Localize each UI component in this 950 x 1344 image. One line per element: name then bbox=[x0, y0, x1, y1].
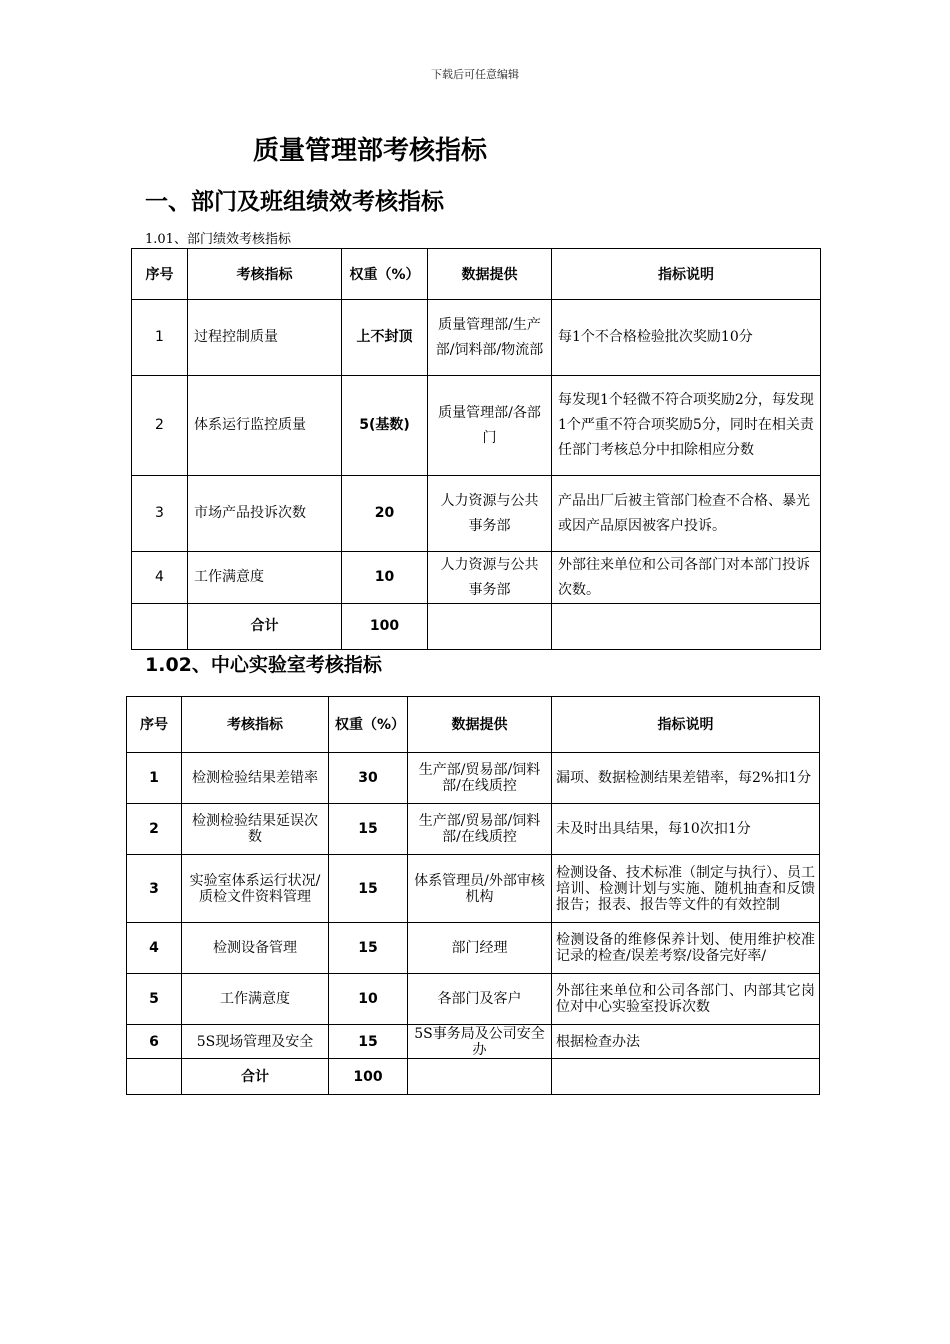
cell-no: 2 bbox=[132, 376, 188, 476]
col-header-source: 数据提供 bbox=[428, 249, 552, 300]
cell-description: 检测设备、技术标准（制定与执行）、员工培训、检测计划与实施、随机抽查和反馈报告；报表、报告等文件的有效控制 bbox=[552, 855, 820, 923]
cell-source: 各部门及客户 bbox=[408, 974, 552, 1025]
col-header-description: 指标说明 bbox=[552, 249, 821, 300]
page-title: 质量管理部考核指标 bbox=[253, 136, 488, 166]
table-header-row bbox=[132, 249, 821, 300]
table-row bbox=[132, 300, 821, 376]
cell-source: 人力资源与公共事务部 bbox=[428, 476, 552, 552]
cell-no: 3 bbox=[127, 855, 182, 923]
cell-weight: 30 bbox=[329, 753, 408, 804]
table-row bbox=[127, 753, 820, 804]
cell-description: 每发现1个轻微不符合项奖励2分，每发现1个严重不符合项奖励5分，同时在相关责任部门考核总分中扣除相应分数 bbox=[552, 376, 821, 476]
cell-indicator: 检测检验结果延误次数 bbox=[182, 804, 329, 855]
cell-description: 外部往来单位和公司各部门、内部其它岗位对中心实验室投诉次数 bbox=[552, 974, 820, 1025]
table-header-row bbox=[127, 697, 820, 753]
cell-indicator: 体系运行监控质量 bbox=[188, 376, 342, 476]
table-row bbox=[127, 923, 820, 974]
col-header-description: 指标说明 bbox=[552, 697, 820, 753]
col-header-source: 数据提供 bbox=[408, 697, 552, 753]
table-row bbox=[127, 974, 820, 1025]
cell-weight: 10 bbox=[342, 552, 428, 604]
total-weight: 100 bbox=[329, 1059, 408, 1095]
cell-description: 检测设备的维修保养计划、使用维护校准记录的检查/误差考察/设备完好率/ bbox=[552, 923, 820, 974]
cell-source: 体系管理员/外部审核机构 bbox=[408, 855, 552, 923]
col-header-indicator: 考核指标 bbox=[182, 697, 329, 753]
col-header-weight: 权重（%） bbox=[329, 697, 408, 753]
cell-indicator: 过程控制质量 bbox=[188, 300, 342, 376]
table-row bbox=[132, 552, 821, 604]
table-row bbox=[127, 855, 820, 923]
cell-weight: 15 bbox=[329, 923, 408, 974]
cell-indicator: 实验室体系运行状况/质检文件资料管理 bbox=[182, 855, 329, 923]
table-row bbox=[127, 1025, 820, 1059]
cell-no: 1 bbox=[132, 300, 188, 376]
subsection-heading-2: 1.02、中心实验室考核指标 bbox=[145, 654, 382, 676]
cell-no: 6 bbox=[127, 1025, 182, 1059]
cell-weight: 15 bbox=[329, 855, 408, 923]
col-header-weight: 权重（%） bbox=[342, 249, 428, 300]
cell-description: 未及时出具结果，每10次扣1分 bbox=[552, 804, 820, 855]
cell-weight: 5(基数) bbox=[342, 376, 428, 476]
cell-no: 3 bbox=[132, 476, 188, 552]
cell-source: 生产部/贸易部/饲料部/在线质控 bbox=[408, 753, 552, 804]
header-note: 下载后可任意编辑 bbox=[431, 68, 519, 81]
cell-indicator: 检测检验结果差错率 bbox=[182, 753, 329, 804]
cell-indicator: 工作满意度 bbox=[182, 974, 329, 1025]
cell-weight: 上不封顶 bbox=[342, 300, 428, 376]
cell-indicator: 市场产品投诉次数 bbox=[188, 476, 342, 552]
total-weight: 100 bbox=[342, 604, 428, 650]
cell-no: 1 bbox=[127, 753, 182, 804]
cell-no: 2 bbox=[127, 804, 182, 855]
cell-source: 部门经理 bbox=[408, 923, 552, 974]
cell-description: 每1个不合格检验批次奖励10分 bbox=[552, 300, 821, 376]
subsection-heading-1: 1.01、部门绩效考核指标 bbox=[145, 232, 291, 247]
col-header-no: 序号 bbox=[127, 697, 182, 753]
cell-no: 4 bbox=[127, 923, 182, 974]
table-row bbox=[132, 476, 821, 552]
cell-no: 4 bbox=[132, 552, 188, 604]
table-total-row bbox=[132, 604, 821, 650]
total-label: 合计 bbox=[182, 1059, 329, 1095]
cell-source: 人力资源与公共事务部 bbox=[428, 552, 552, 604]
cell-source: 质量管理部/生产部/饲料部/物流部 bbox=[428, 300, 552, 376]
department-kpi-table bbox=[131, 248, 821, 650]
cell-source: 5S事务局及公司安全办 bbox=[408, 1025, 552, 1059]
cell-description: 外部往来单位和公司各部门对本部门投诉次数。 bbox=[552, 552, 821, 604]
section-heading: 一、部门及班组绩效考核指标 bbox=[145, 189, 444, 215]
cell-weight: 15 bbox=[329, 804, 408, 855]
table-row bbox=[127, 804, 820, 855]
cell-description: 根据检查办法 bbox=[552, 1025, 820, 1059]
cell-source: 生产部/贸易部/饲料部/在线质控 bbox=[408, 804, 552, 855]
lab-kpi-table bbox=[126, 696, 820, 1095]
cell-source: 质量管理部/各部门 bbox=[428, 376, 552, 476]
cell-weight: 10 bbox=[329, 974, 408, 1025]
cell-description: 漏项、数据检测结果差错率，每2%扣1分 bbox=[552, 753, 820, 804]
table-row bbox=[132, 376, 821, 476]
cell-indicator: 检测设备管理 bbox=[182, 923, 329, 974]
cell-no: 5 bbox=[127, 974, 182, 1025]
cell-weight: 15 bbox=[329, 1025, 408, 1059]
col-header-indicator: 考核指标 bbox=[188, 249, 342, 300]
col-header-no: 序号 bbox=[132, 249, 188, 300]
table-total-row bbox=[127, 1059, 820, 1095]
cell-indicator: 工作满意度 bbox=[188, 552, 342, 604]
total-label: 合计 bbox=[188, 604, 342, 650]
cell-indicator: 5S现场管理及安全 bbox=[182, 1025, 329, 1059]
cell-weight: 20 bbox=[342, 476, 428, 552]
cell-description: 产品出厂后被主管部门检查不合格、暴光或因产品原因被客户投诉。 bbox=[552, 476, 821, 552]
